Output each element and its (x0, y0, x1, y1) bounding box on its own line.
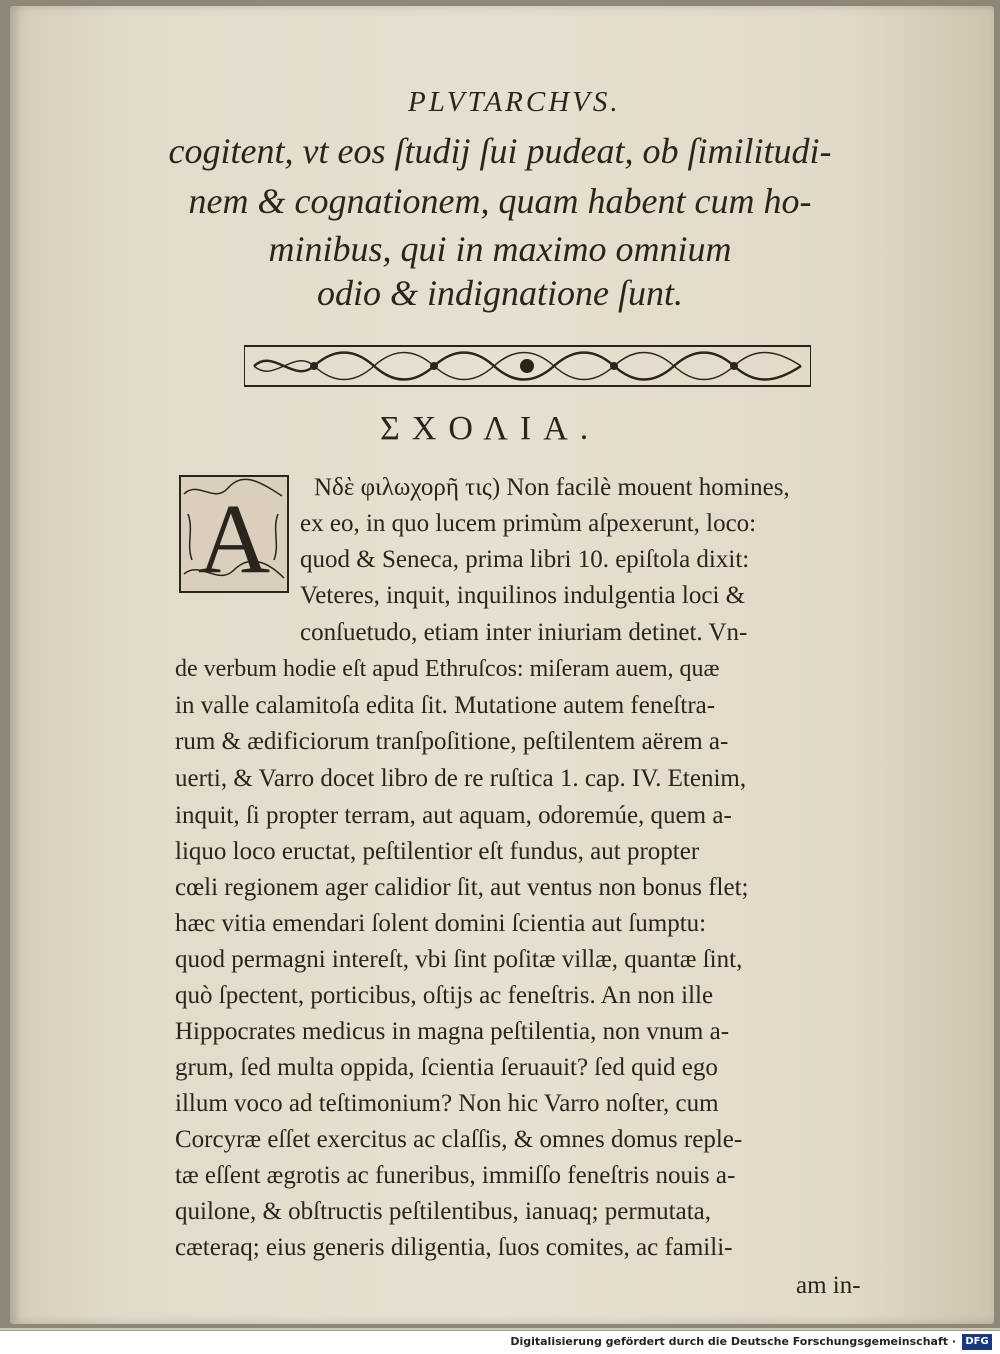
commentary-line-17: grum, ſed multa oppida, ſcientia ſeruauit? ſed quid ego (175, 1054, 718, 1081)
running-head: PLVTARCHVS. (408, 86, 621, 118)
commentary-line-20: tæ eſſent ægrotis ac funeribus, immiſſo feneſtris nouis a- (175, 1162, 736, 1189)
commentary-line-11: liquo loco eructat, peſtilentior eſt fundus, aut propter (175, 838, 700, 865)
commentary-line-7: in valle calamitoſa edita ſit. Mutatione autem feneſtra- (175, 692, 716, 719)
commentary-line-16: Hippocrates medicus in magna peſtilentia, non vnum a- (175, 1018, 730, 1045)
commentary-line-18: illum voco ad teſtimonium? Non hic Varro noſter, cum (175, 1090, 719, 1117)
commentary-line-6: de verbum hodie eſt apud Ethruſcos: miſeram auem, quæ (175, 656, 720, 682)
commentary-line-3: quod & Seneca, prima libri 10. epiſtola dixit: (300, 546, 750, 573)
decorated-initial-letter (178, 474, 290, 594)
commentary-line-22: cæteraq; eius generis diligentia, ſuos comites, ac famili- (175, 1234, 733, 1261)
commentary-line-8: rum & ædificiorum tranſpoſitione, peſtilentem aërem a- (175, 728, 729, 755)
commentary-line-12: cœli regionem ager calidior ſit, aut ventus non bonus flet; (175, 874, 749, 901)
svg-text:A: A (197, 483, 271, 594)
commentary-line-9: uerti, & Varro docet libro de re ruſtica 1. cap. IV. Etenim, (175, 765, 747, 792)
commentary-line-21: quilone, & obſtructis peſtilentibus, ianuaq; permutata, (175, 1198, 711, 1225)
footer-credit-text: Digitalisierung gefördert durch die Deutsche Forschungsgemeinschaft · (510, 1335, 956, 1348)
section-heading: ΣΧΟΛΙΑ. (380, 410, 601, 447)
commentary-line-14: quod permagni intereſt, vbi ſint poſitæ villæ, quantæ ſint, (175, 946, 743, 973)
digitization-footer (0, 1330, 1000, 1354)
lead-line-4: odio & indignatione ſunt. (317, 273, 683, 313)
commentary-line-2: ex eo, in quo lucem primùm aſpexerunt, loco: (300, 510, 757, 537)
lead-line-3: minibus, qui in maximo omnium (268, 229, 732, 269)
commentary-line-19: Corcyræ eſſet exercitus ac claſſis, & omnes domus reple- (175, 1126, 743, 1153)
commentary-line-13: hæc vitia emendari ſolent domini ſcientia aut ſumptu: (175, 910, 707, 937)
commentary-line-10: inquit, ſi propter terram, aut aquam, odoremúe, quem a- (175, 802, 732, 829)
commentary-line-5: conſuetudo, etiam inter iniuriam detinet. Vn- (300, 619, 748, 646)
commentary-line-15: quò ſpectent, porticibus, oſtijs ac feneſtris. An non ille (175, 982, 714, 1009)
catchword: am in- (796, 1272, 861, 1299)
commentary-line-1: Νδὲ φιλωχορῆ τις) Non facilè mouent homines, (314, 474, 790, 501)
decorative-ornament-band (244, 342, 811, 390)
lead-line-2: nem & cognationem, quam habent cum ho- (188, 181, 812, 221)
dfg-logo: DFG (962, 1334, 992, 1350)
commentary-line-4: Veteres, inquit, inquilinos indulgentia loci & (300, 582, 746, 609)
lead-line-1: cogitent, vt eos ſtudij ſui pudeat, ob ſimilitudi- (168, 131, 832, 171)
